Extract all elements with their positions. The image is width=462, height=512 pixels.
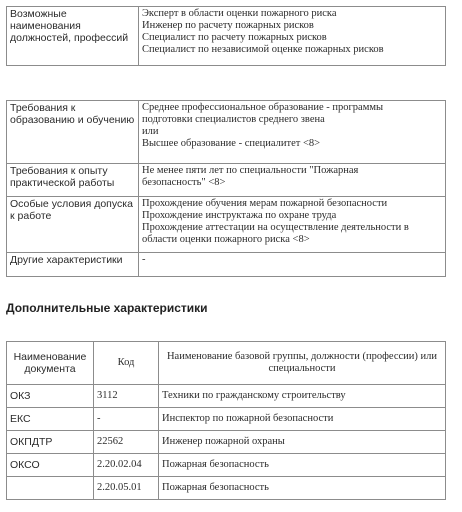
requirement-value bbox=[139, 164, 446, 197]
position-item: Специалист по расчету пожарных рисков bbox=[142, 32, 327, 43]
position-item: Инженер по расчету пожарных рисков bbox=[142, 20, 314, 31]
cell-code: 2.20.05.01 bbox=[94, 477, 159, 500]
cell-document bbox=[7, 477, 94, 500]
requirements-row-education bbox=[7, 101, 446, 164]
table-row bbox=[7, 454, 446, 477]
position-item: Эксперт в области оценки пожарного риска bbox=[142, 8, 337, 19]
requirement-line: Прохождение обучения мерам пожарной безопасности bbox=[142, 198, 388, 209]
column-header-name: Наименование базовой группы, должности (профессии) или специальности bbox=[159, 342, 446, 385]
requirements-row-experience bbox=[7, 164, 446, 197]
positions-row bbox=[7, 7, 446, 66]
requirements-row-special-conditions bbox=[7, 197, 446, 253]
cell-code: 2.20.02.04 bbox=[94, 454, 159, 477]
column-header-code: Код bbox=[94, 342, 159, 385]
requirement-line: Прохождение аттестации на осуществление деятельности в bbox=[142, 222, 409, 233]
column-header-document: Наименование документа bbox=[7, 342, 94, 385]
cell-name: Техники по гражданскому строительству bbox=[159, 385, 446, 408]
position-item: Специалист по независимой оценке пожарных рисков bbox=[142, 44, 384, 55]
cell-code: 22562 bbox=[94, 431, 159, 454]
positions-table bbox=[6, 6, 446, 66]
section-title: Дополнительные характеристики bbox=[6, 301, 208, 315]
cell-name: Пожарная безопасность bbox=[159, 477, 446, 500]
requirement-line: подготовки специалистов среднего звена bbox=[142, 114, 325, 125]
cell-name: Инженер пожарной охраны bbox=[159, 431, 446, 454]
requirement-line: или bbox=[142, 126, 159, 137]
positions-label: Возможные наименования должностей, профессий bbox=[7, 7, 139, 66]
cell-name: Пожарная безопасность bbox=[159, 454, 446, 477]
cell-document: ОКЗ bbox=[7, 385, 94, 408]
table-header-row bbox=[7, 342, 446, 385]
requirement-label: Особые условия допуска к работе bbox=[7, 197, 139, 253]
table-row bbox=[7, 431, 446, 454]
requirement-value bbox=[139, 197, 446, 253]
table-row bbox=[7, 385, 446, 408]
requirement-line: Прохождение инструктажа по охране труда bbox=[142, 210, 337, 221]
requirement-line: Высшее образование - специалитет <8> bbox=[142, 138, 321, 149]
cell-document: ЕКС bbox=[7, 408, 94, 431]
cell-code: 3112 bbox=[94, 385, 159, 408]
positions-values bbox=[139, 7, 446, 66]
requirement-value bbox=[139, 253, 446, 277]
requirement-line: - bbox=[142, 254, 146, 265]
requirement-value bbox=[139, 101, 446, 164]
requirement-line: безопасность" <8> bbox=[142, 177, 226, 188]
table-row bbox=[7, 477, 446, 500]
cell-name: Инспектор по пожарной безопасности bbox=[159, 408, 446, 431]
requirement-line: Среднее профессиональное образование - программы bbox=[142, 102, 384, 113]
requirements-table bbox=[6, 100, 446, 277]
additional-characteristics-table bbox=[6, 341, 446, 500]
requirement-line: области оценки пожарного риска <8> bbox=[142, 234, 310, 245]
requirement-label: Другие характеристики bbox=[7, 253, 139, 277]
requirements-row-other bbox=[7, 253, 446, 277]
requirement-label: Требования к образованию и обучению bbox=[7, 101, 139, 164]
requirement-line: Не менее пяти лет по специальности "Пожарная bbox=[142, 165, 359, 176]
cell-code: - bbox=[94, 408, 159, 431]
requirement-label: Требования к опыту практической работы bbox=[7, 164, 139, 197]
cell-document: ОКСО bbox=[7, 454, 94, 477]
table-row bbox=[7, 408, 446, 431]
cell-document: ОКПДТР bbox=[7, 431, 94, 454]
